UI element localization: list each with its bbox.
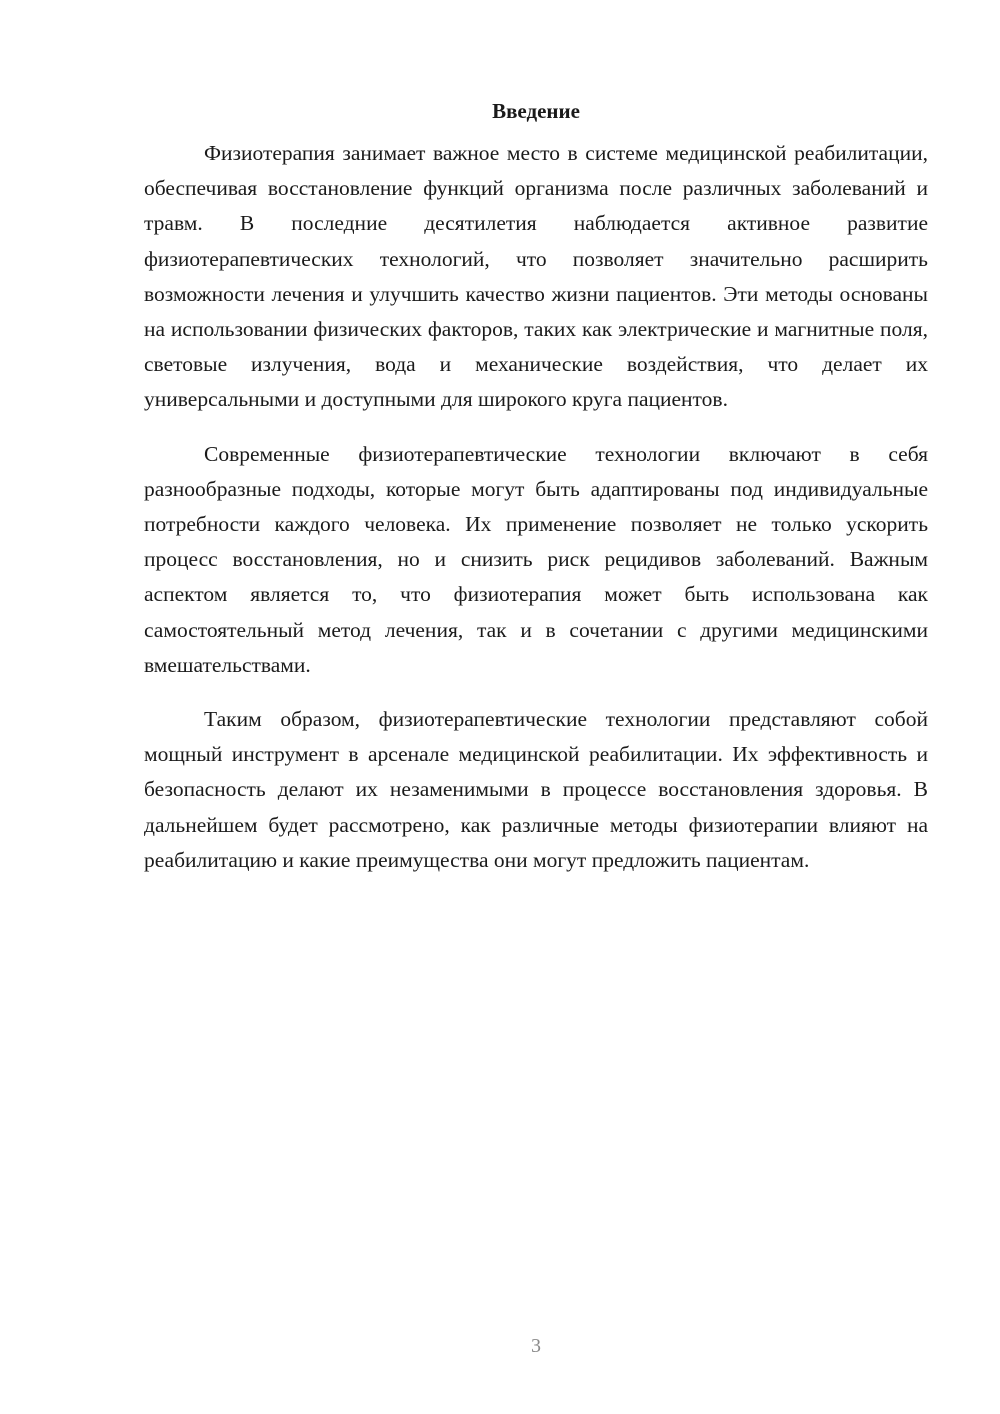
page-content [144, 96, 928, 878]
paragraph-1: Физиотерапия занимает важное место в системе медицинской реабилитации, обеспечивая восстановление функций организма после различных заболеваний и травм. В последние десятилетия наблюдается активное развитие физиотерапевтических технологий, что позволяет значительно расширить возможности лечения и улучшить качество жизни пациентов. Эти методы основаны на использовании физических факторов, таких как электрические и магнитные поля, световые излучения, вода и механические воздействия, что делает их универсальными и доступными для широкого круга пациентов. [144, 141, 928, 412]
page-number: 3 [531, 1335, 541, 1357]
paragraph-2: Современные физиотерапевтические технологии включают в себя разнообразные подходы, которые могут быть адаптированы под индивидуальные потребности каждого человека. Их применение позволяет не только ускорить процесс восстановления, но и снизить риск рецидивов заболеваний. Важным аспектом является то, что физиотерапия может быть использована как самостоятельный метод лечения, так и в сочетании с другими медицинскими вмешательствами. [144, 441, 928, 677]
paragraph-3: Таким образом, физиотерапевтические технологии представляют собой мощный инструмент в арсенале медицинской реабилитации. Их эффективность и безопасность делают их незаменимыми в процессе восстановления здоровья. В дальнейшем будет рассмотрено, как различные методы физиотерапии влияют на реабилитацию и какие преимущества они могут предложить пациентам. [144, 707, 928, 872]
section-title: Введение [492, 99, 580, 123]
